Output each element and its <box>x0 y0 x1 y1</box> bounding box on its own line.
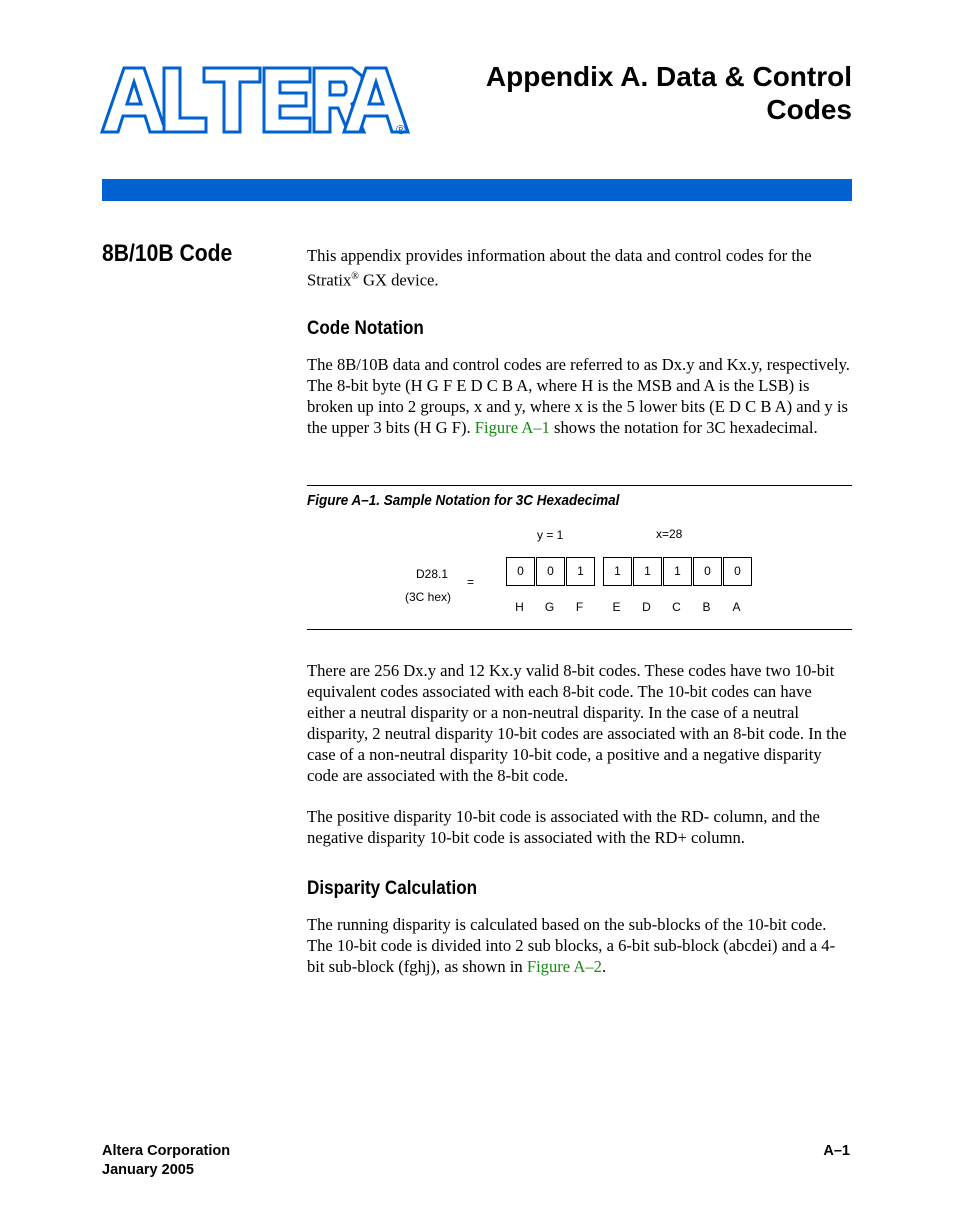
disparity-text-end: . <box>601 957 607 976</box>
disparity-paragraph <box>307 914 852 977</box>
figure-a2-link[interactable]: Figure A–2 <box>526 957 602 976</box>
bit-label-a: A <box>732 600 741 614</box>
code-notation-heading: Code Notation <box>307 318 424 339</box>
bit-box-g: 0 <box>536 557 565 586</box>
equals-sign: = <box>467 575 475 589</box>
x-label: x=28 <box>656 527 683 541</box>
y-label: y = 1 <box>537 528 564 542</box>
bit-box-f: 1 <box>566 557 595 586</box>
registered-sup: ® <box>351 271 359 282</box>
altera-logo <box>100 66 412 138</box>
bit-label-g: G <box>544 600 555 614</box>
disparity-text: The running disparity is calculated based on the sub-blocks of the 10-bit code. The 10-bit code is divided into 2 sub blocks, a 6-bit sub-block (abcdei) and a 4-bit sub-block (fghj), as shown in <box>307 915 836 976</box>
bit-label-h: H <box>515 600 524 614</box>
intro-paragraph <box>307 245 852 291</box>
title-bar <box>102 179 852 201</box>
bit-label-c: C <box>672 600 681 614</box>
figure-bottom-rule <box>307 629 852 630</box>
registered-mark: ® <box>396 122 406 137</box>
bit-box-c: 1 <box>663 557 692 586</box>
bit-box-d: 1 <box>633 557 662 586</box>
page-title <box>372 60 852 126</box>
footer-left <box>102 1142 230 1180</box>
code-notation-text-end: shows the notation for 3C hexadecimal. <box>549 418 818 437</box>
disparity-columns-paragraph: The positive disparity 10-bit code is associated with the RD- column, and the negative disparity 10-bit code is associated with the RD+ column. <box>307 807 820 847</box>
hex-label: (3C hex) <box>405 590 452 604</box>
bit-label-b: B <box>702 600 711 614</box>
bit-box-e: 1 <box>603 557 632 586</box>
disparity-heading: Disparity Calculation <box>307 878 478 899</box>
code-notation-paragraph <box>307 354 852 438</box>
bit-box-b: 0 <box>693 557 722 586</box>
codes-paragraph: There are 256 Dx.y and 12 Kx.y valid 8-bit codes. These codes have two 10-bit equivalent codes associated with each 8-bit code. The 10-bit codes can have either a neutral disparity or a non-neutral disparity. In the case of a neutral disparity, 2 neutral disparity 10-bit codes are associated with an 8-bit code. In the case of a non-neutral disparity 10-bit code, a positive and a negative disparity code are associated with the 8-bit code. <box>307 661 847 785</box>
bit-label-d: D <box>642 600 651 614</box>
figure-caption: Figure A–1. Sample Notation for 3C Hexadecimal <box>307 492 620 509</box>
title-line-2: Codes <box>766 94 852 125</box>
footer-company: Altera Corporation <box>102 1143 231 1159</box>
title-line-1: Appendix A. Data & Control <box>485 61 852 92</box>
footer-date: January 2005 <box>102 1162 194 1178</box>
bit-box-h: 0 <box>506 557 535 586</box>
figure-top-rule <box>307 485 852 486</box>
page-number: A–1 <box>823 1143 850 1159</box>
intro-text: This appendix provides information about the data and control codes for the Stratix <box>307 246 812 290</box>
code-label: D28.1 <box>416 567 449 581</box>
intro-text-end: GX device. <box>358 270 439 290</box>
bit-box-a: 0 <box>723 557 752 586</box>
figure-a1-link[interactable]: Figure A–1 <box>474 418 550 437</box>
code-notation-text: The 8B/10B data and control codes are referred to as Dx.y and Kx.y, respectively. The 8-bit byte (H G F E D C B A, where H is the MSB and A is the LSB) is broken up into 2 groups, x and y, where x is the 5 lower bits (E D C B A) and y is the upper 3 bits (H G F). <box>307 355 850 437</box>
section-heading: 8B/10B Code <box>102 240 233 267</box>
bit-label-e: E <box>612 600 621 614</box>
bit-label-f: F <box>575 600 584 614</box>
